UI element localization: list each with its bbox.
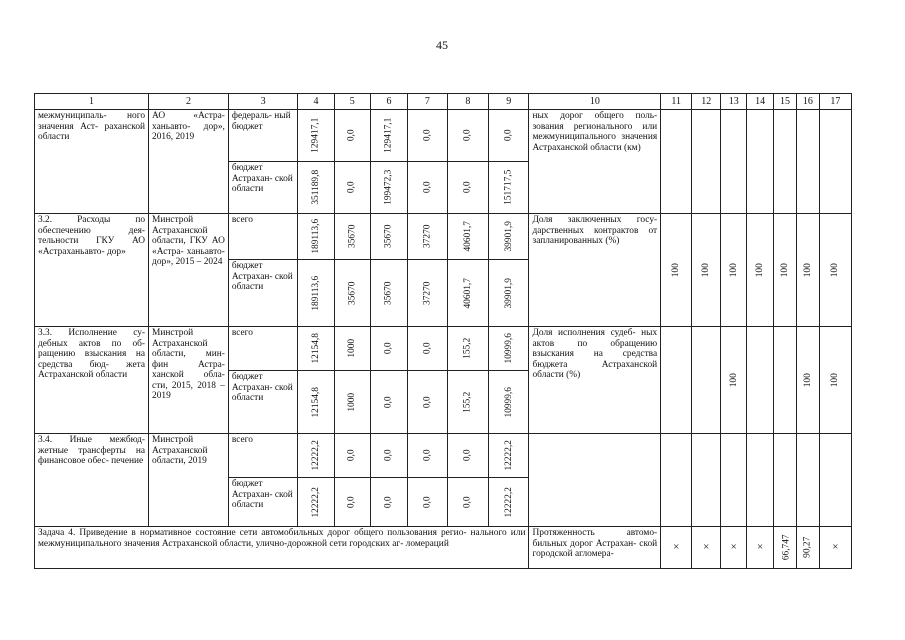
value-total: 351189,8 — [298, 162, 334, 214]
value-year: 0,0 — [334, 110, 370, 162]
value-year: 1000 — [334, 327, 370, 371]
value-year: 0,0 — [447, 434, 488, 478]
indicator-value: × — [661, 527, 692, 569]
value-total: 129417,1 — [298, 110, 334, 162]
col-header: 11 — [661, 94, 692, 110]
funding-source: бюджет Астрахан- ской области — [228, 162, 297, 214]
col-header: 17 — [819, 94, 851, 110]
value-total: 12222,2 — [298, 434, 334, 478]
funding-source: бюджет Астрахан- ской области — [228, 478, 297, 527]
value-year: 1000 — [334, 371, 370, 434]
funding-source: бюджет Астрахан- ской области — [228, 260, 297, 327]
indicator-name: Протяженность автомо- бильных дорог Астрахан- ской городской агломера- — [529, 527, 661, 569]
value-year: 40601,7 — [447, 214, 488, 260]
value-total: 12154,8 — [298, 327, 334, 371]
table-row — [35, 327, 852, 371]
value-year: 37270 — [408, 260, 447, 327]
indicator-value — [747, 110, 774, 214]
col-header: 8 — [447, 94, 488, 110]
indicator-value — [774, 110, 797, 214]
indicator-name: Доля исполнения судеб- ных актов по обращению взыскания на средства бюджета Астраханской области (%) — [529, 327, 661, 434]
value-year: 199472,3 — [370, 162, 407, 214]
col-header: 7 — [408, 94, 447, 110]
indicator-value — [661, 434, 692, 527]
value-year: 35670 — [334, 260, 370, 327]
indicator-value — [747, 434, 774, 527]
value-year: 0,0 — [447, 110, 488, 162]
indicator-value: 66,747 — [774, 527, 797, 569]
indicator-value — [774, 434, 797, 527]
value-year: 10999,6 — [489, 371, 529, 434]
funding-source: всего — [228, 327, 297, 371]
measure-name: 3.4. Иные межбюд- жетные трансферты на финансовое обес- печение — [35, 434, 149, 527]
value-year: 0,0 — [408, 327, 447, 371]
indicator-value — [747, 327, 774, 434]
task-title: Задача 4. Приведение в нормативное состояние сети автомобильных дорог общего пользования регио- нального или межмуниципального значения Астраханской области, улично-дорожной сети городских аг- ломераций — [35, 527, 529, 569]
col-header: 16 — [796, 94, 819, 110]
value-year: 155,2 — [447, 327, 488, 371]
responsible-executor: Минстрой Астраханской области, 2019 — [149, 434, 229, 527]
col-header: 9 — [489, 94, 529, 110]
value-year: 37270 — [408, 214, 447, 260]
value-year: 0,0 — [408, 478, 447, 527]
indicator-value — [774, 327, 797, 434]
indicator-value — [721, 434, 747, 527]
value-year: 40601,7 — [447, 260, 488, 327]
value-year: 35670 — [334, 214, 370, 260]
indicator-value: 100 — [747, 214, 774, 327]
value-year: 39901,9 — [489, 214, 529, 260]
measure-name: межмуниципаль- ного значения Аст- раханской области — [35, 110, 149, 214]
indicator-value — [796, 110, 819, 214]
indicator-value: 100 — [661, 214, 692, 327]
col-header: 6 — [370, 94, 407, 110]
indicator-value — [692, 434, 721, 527]
col-header: 4 — [298, 94, 334, 110]
value-total: 12154,8 — [298, 371, 334, 434]
value-year: 39901,9 — [489, 260, 529, 327]
value-year: 0,0 — [334, 434, 370, 478]
col-header: 10 — [529, 94, 661, 110]
indicator-name: ных дорог общего поль- зования регионального или межмуниципального значения Астраханской области (км) — [529, 110, 661, 214]
measure-name: 3.3. Исполнение су- дебных актов по об- ращению взыскания на средства бюд- жета Астраханской области — [35, 327, 149, 434]
value-year: 12222,2 — [489, 434, 529, 478]
indicator-value — [661, 110, 692, 214]
table-row — [35, 434, 852, 478]
responsible-executor: Минстрой Астраханской области, ГКУ АО «Астра- ханьавто- дор», 2015 – 2024 — [149, 214, 229, 327]
col-header: 2 — [149, 94, 229, 110]
indicator-name: Доля заключенных госу- дарственных контрактов от запланированных (%) — [529, 214, 661, 327]
indicator-value: 100 — [796, 327, 819, 434]
indicator-value — [796, 434, 819, 527]
indicator-value — [661, 327, 692, 434]
value-year: 0,0 — [447, 478, 488, 527]
value-year: 155,2 — [447, 371, 488, 434]
value-year: 151717,5 — [489, 162, 529, 214]
indicator-value: 100 — [774, 214, 797, 327]
indicator-value: × — [747, 527, 774, 569]
table-row — [35, 110, 852, 162]
indicator-value: × — [692, 527, 721, 569]
col-header: 12 — [692, 94, 721, 110]
col-header: 3 — [228, 94, 297, 110]
col-header: 5 — [334, 94, 370, 110]
col-header: 13 — [721, 94, 747, 110]
value-year: 129417,1 — [370, 110, 407, 162]
value-year: 0,0 — [334, 162, 370, 214]
value-year: 12222,2 — [489, 478, 529, 527]
value-year: 0,0 — [408, 110, 447, 162]
value-year: 0,0 — [370, 371, 407, 434]
indicator-value — [819, 434, 851, 527]
value-year: 0,0 — [370, 434, 407, 478]
indicator-value: 90,27 — [796, 527, 819, 569]
funding-source: федераль- ный бюджет — [228, 110, 297, 162]
program-table — [34, 93, 852, 569]
indicator-value: × — [819, 527, 851, 569]
measure-name: 3.2. Расходы по обеспечению дея- тельности ГКУ АО «Астраханьавто- дор» — [35, 214, 149, 327]
funding-source: всего — [228, 434, 297, 478]
indicator-value: 100 — [796, 214, 819, 327]
value-year: 0,0 — [408, 434, 447, 478]
value-year: 10999,6 — [489, 327, 529, 371]
indicator-value: 100 — [692, 214, 721, 327]
value-total: 12222,2 — [298, 478, 334, 527]
indicator-value: 100 — [721, 214, 747, 327]
value-year: 35670 — [370, 260, 407, 327]
value-year: 0,0 — [370, 478, 407, 527]
indicator-value — [721, 110, 747, 214]
indicator-value: × — [721, 527, 747, 569]
indicator-value — [819, 110, 851, 214]
funding-source: бюджет Астрахан- ской области — [228, 371, 297, 434]
value-year: 0,0 — [489, 110, 529, 162]
col-header: 14 — [747, 94, 774, 110]
value-total: 189113,6 — [298, 214, 334, 260]
indicator-name — [529, 434, 661, 527]
value-year: 0,0 — [408, 162, 447, 214]
value-year: 0,0 — [370, 327, 407, 371]
responsible-executor: Минстрой Астраханской области, мин- фин Астра- ханской обла- сти, 2015, 2018 – 2019 — [149, 327, 229, 434]
col-header: 15 — [774, 94, 797, 110]
header-row — [35, 94, 852, 110]
responsible-executor: АО «Астра- ханьавто- дор», 2016, 2019 — [149, 110, 229, 214]
funding-source: всего — [228, 214, 297, 260]
value-year: 0,0 — [408, 371, 447, 434]
indicator-value — [692, 327, 721, 434]
indicator-value: 100 — [819, 327, 851, 434]
indicator-value — [692, 110, 721, 214]
value-total: 189113,6 — [298, 260, 334, 327]
value-year: 35670 — [370, 214, 407, 260]
table-row-task — [35, 527, 852, 569]
indicator-value: 100 — [819, 214, 851, 327]
value-year: 0,0 — [447, 162, 488, 214]
table-row — [35, 214, 852, 260]
col-header: 1 — [35, 94, 149, 110]
indicator-value: 100 — [721, 327, 747, 434]
value-year: 0,0 — [334, 478, 370, 527]
page-number: 45 — [436, 38, 448, 52]
